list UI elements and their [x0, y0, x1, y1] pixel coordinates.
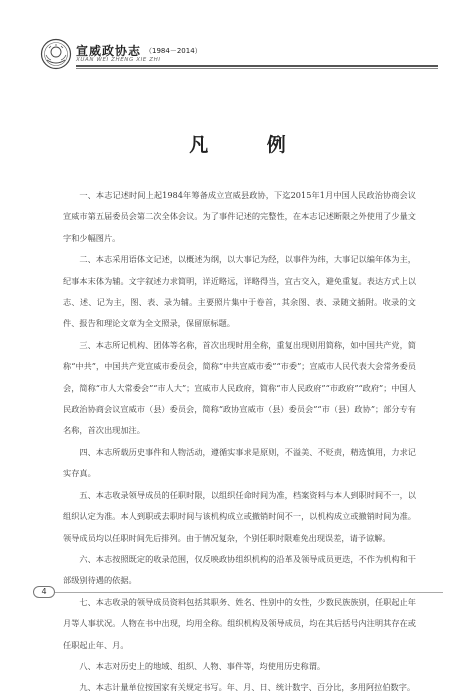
- cppcc-emblem-icon: [40, 38, 72, 70]
- header-title: 宣威政协志 （1984－2014）: [76, 44, 202, 58]
- footer-rule: [55, 592, 443, 593]
- paragraph-6: 六、本志按照既定的收录范围，仅反映政协组织机构的沿革及领导成员更迭，不作为机构和干部级别待遇的依据。: [63, 553, 416, 586]
- page-title: 凡 例: [189, 134, 312, 156]
- paragraph-9: 九、本志计量单位按国家有关规定书写。年、月、日、统计数字、百分比，多用阿拉伯数字。: [79, 682, 416, 693]
- paragraph-7: 七、本志收录的领导成员资料包括其职务、姓名、性别中的女性，少数民族族别，任职起止年月等人事状况。人物在书中出现，均用全称。组织机构及领导成员，均在其后括号内注明其存在或任职起止年、月。: [63, 596, 416, 650]
- page-number: 4: [33, 586, 55, 598]
- paragraph-5: 五、本志收录领导成员的任职时限，以组织任命时间为准，档案资料与本人到职时间不一，以组织认定为准。本人到职或去职时间与该机构成立或撤销时间不一，以机构成立或撤销时间为准。领导成员均以任职时间先后排列。由于情况复杂，个别任职时限难免出现误差，请予谅解。: [63, 489, 416, 543]
- header-pinyin: XUAN WEI ZHENG XIE ZHI: [76, 57, 161, 63]
- paragraph-2: 二、本志采用语体文记述，以概述为纲，以大事记为经，以事件为纬，大事记以编年体为主，纪事本末体为辅。文字叙述力求简明，详近略远，详略得当，宜古交入，避免重复。表达方式上以志、述、记为主，图、表、录为辅。主要照片集中于卷首，其余图、表、录随文插附。收录的文件、报告和理论文章为全文照录，保留原标题。: [63, 254, 416, 329]
- body-text: [63, 185, 416, 699]
- paragraph-8: 八、本志对历史上的地域、组织、人物、事件等，均使用历史称谓。: [79, 660, 326, 671]
- paragraph-1: 一、本志记述时间上起1984年筹备成立宣威县政协，下迄2015年1月中国人民政治协商会议宣威市第五届委员会第二次全体会议。为了事件记述的完整性，在本志记述断限之外使用了少量文字和少幅图片。: [63, 190, 416, 243]
- running-header: [40, 38, 440, 78]
- paragraph-4: 四、本志所载历史事件和人物活动，遵循实事求是原则，不溢美、不贬责，精选慎用，力求记实存真。: [63, 446, 416, 479]
- header-years: （1984－2014）: [145, 47, 202, 55]
- paragraph-3: 三、本志所记机构、团体等名称，首次出现时用全称，重复出现则用简称，如中国共产党，简称“中共”，中国共产党宣威市委员会，简称“中共宣威市委”“市委”；宣威市人民代表大会常务委员会，简称“市人大常委会”“市人大”；宣威市人民政府，简称“市人民政府”“市政府”“政府”；中国人民政治协商会议宣威市（县）委员会，简称“政协宣威市（县）委员会”“市（县）政协”；部分专有名称，首次出现加注。: [63, 339, 416, 436]
- header-rule: [76, 65, 438, 69]
